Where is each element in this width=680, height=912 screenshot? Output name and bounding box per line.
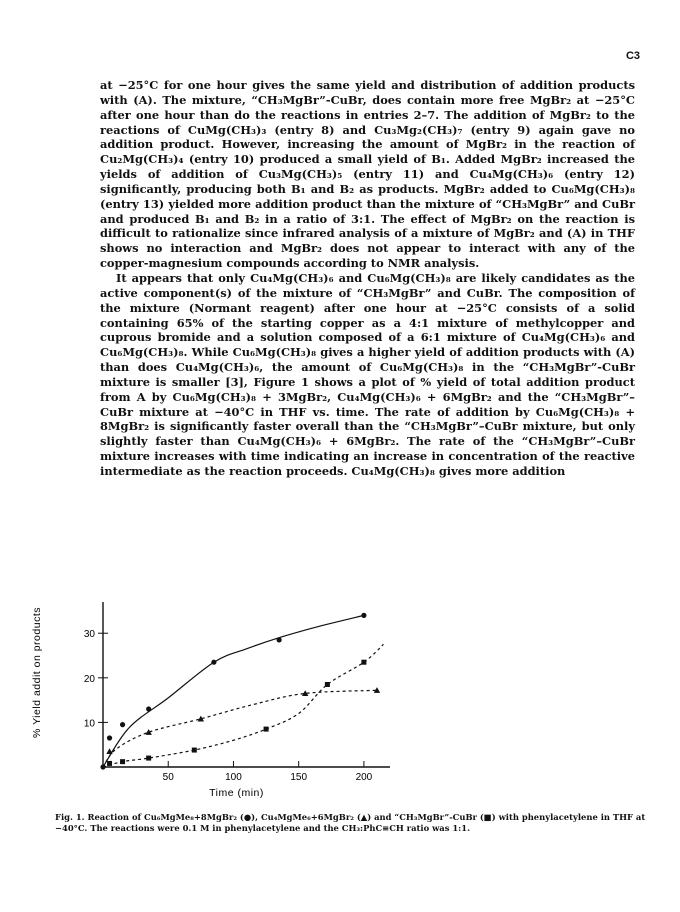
paragraph-1: at −25°C for one hour gives the same yield and distribution of addition products with (A). The mixture, “CH₃MgBr”-CuBr, does contain more free MgBr₂ at −25°C after one hour than do the reactions in entries 2–7. The addition of MgBr₂ to the reactions of CuMg(CH₃)₃ (entry 8) and Cu₃Mg₂(CH₃)₇ (entry 9) again gave no addition product. However, increasing the amount of MgBr₂ in the reaction of Cu₂Mg(CH₃)₄ (entry 10) produced a small yield of B₁. Added MgBr₂ increased the yields of addition of Cu₃Mg(CH₃)₅ (entry 11) and Cu₄Mg(CH₃)₆ (entry 12) significantly, producing both B₁ and B₂ as products. MgBr₂ added to Cu₆Mg(CH₃)₈ (entry 13) yielded more addition product than the mixture of “CH₃MgBr” and CuBr and produced B₁ and B₂ in a ratio of 3:1. The effect of MgBr₂ on the reaction is difficult to rationalize since infrared analysis of a mixture of MgBr₂ and (A) in THF shows no interaction and MgBr₂ does not appear to interact with any of the copper-magnesium compounds according to NMR analysis. — [100, 78, 635, 271]
series-1-point — [120, 722, 125, 727]
caption-label: Fig. 1. — [55, 812, 85, 822]
series-1-line — [103, 615, 364, 767]
series-3-line — [103, 644, 383, 767]
caption-text: Reaction of Cu₆MgMe₈+8MgBr₂ (●), Cu₄MgMe₆+6MgBr₂ (▲) and “CH₃MgBr”-CuBr (■) with phenylacetylene in THF at −40°C. The reactions were 0.1 M in phenylacetylene and the CH₃:PhC≡CH ratio was 1:1. — [55, 812, 646, 833]
series-3-point — [192, 748, 197, 753]
series-1-point — [211, 660, 216, 665]
figure-caption — [55, 812, 655, 834]
series-1-point — [277, 637, 282, 642]
x-tick-label: 100 — [225, 772, 242, 783]
series-3-point — [264, 727, 269, 732]
yield-vs-time-chart — [0, 590, 680, 810]
y-tick-label: 30 — [83, 629, 95, 641]
x-tick-label: 200 — [355, 772, 373, 783]
series-2-point — [106, 748, 112, 754]
series-1-point — [361, 613, 366, 618]
series-2-line — [103, 690, 377, 767]
series-1-point — [146, 706, 151, 711]
x-tick-label: 150 — [290, 772, 308, 783]
series-1-point — [107, 735, 112, 740]
y-tick-label: 10 — [83, 718, 95, 730]
y-tick-label: 20 — [83, 673, 95, 685]
x-tick-label: 50 — [162, 772, 174, 783]
figure-1 — [0, 590, 680, 810]
series-3-point — [325, 682, 330, 687]
series-3-point — [107, 761, 112, 766]
series-1-point — [100, 764, 105, 769]
page-number: C3 — [625, 50, 640, 62]
paragraph-2: It appears that only Cu₄Mg(CH₃)₆ and Cu₆Mg(CH₃)₈ are likely candidates as the active component(s) of the mixture of “CH₃MgBr” and CuBr. The composition of the mixture (Normant reagent) after one hour at −25°C consists of a solid containing 65% of the starting copper as a 4:1 mixture of methylcopper and cuprous bromide and a solution composed of a 6:1 mixture of Cu₄Mg(CH₃)₆ and Cu₆Mg(CH₃)₈. While Cu₆Mg(CH₃)₈ gives a higher yield of addition products with (A) than does Cu₄Mg(CH₃)₆, the amount of Cu₆Mg(CH₃)₈ in the “CH₃MgBr”-CuBr mixture is smaller [3], Figure 1 shows a plot of % yield of total addition product from A by Cu₆Mg(CH₃)₈ + 3MgBr₂, Cu₄Mg(CH₃)₆ + 6MgBr₂ and the “CH₃MgBr”–CuBr mixture at −40°C in THF vs. time. The rate of addition by Cu₆Mg(CH₃)₈ + 8MgBr₂ is significantly faster overall than the “CH₃MgBr”–CuBr mixture, but only slightly faster than Cu₄Mg(CH₃)₆ + 6MgBr₂. The rate of the “CH₃MgBr”–CuBr mixture increases with time indicating an increase in concentration of the reactive intermediate as the reaction proceeds. Cu₄Mg(CH₃)₈ gives more addition — [100, 270, 635, 478]
body-text — [100, 78, 635, 479]
y-axis-label: % Yield addit on products — [31, 607, 43, 738]
series-3-point — [146, 756, 151, 761]
series-3-point — [120, 759, 125, 764]
series-3-point — [361, 660, 366, 665]
x-axis-label: Time (min) — [209, 787, 264, 799]
